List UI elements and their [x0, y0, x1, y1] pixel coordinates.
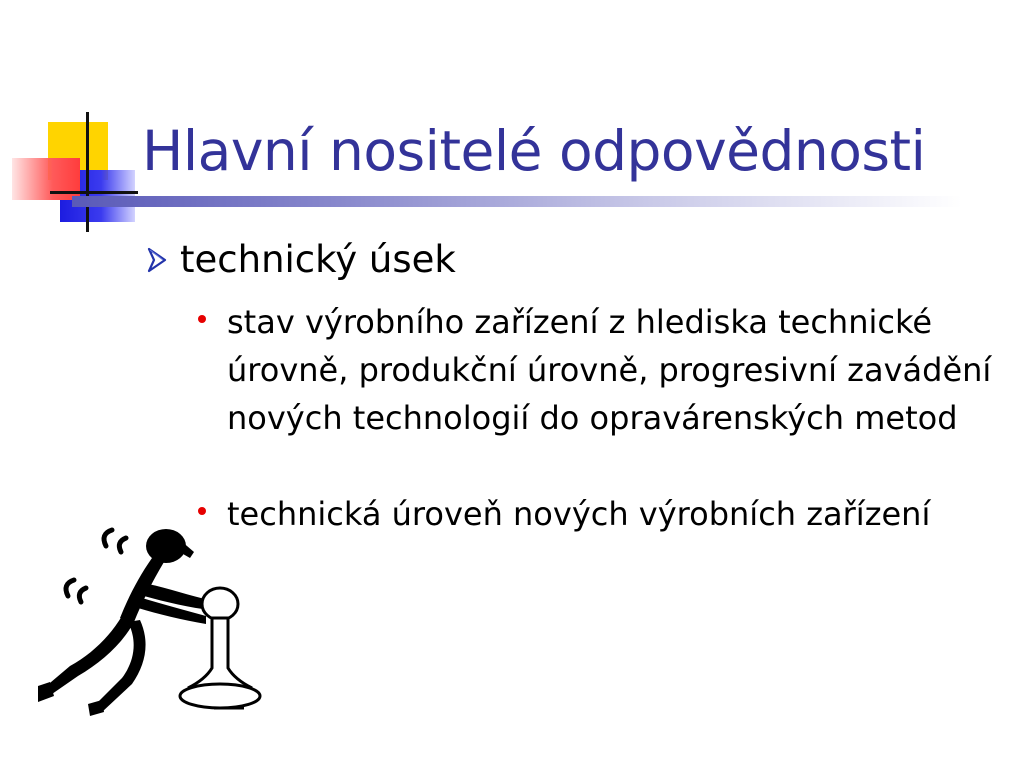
red-dot-bullet-icon — [198, 507, 206, 515]
title-underline — [72, 196, 962, 207]
logo-vertical-line — [86, 112, 89, 232]
arrow-bullet-icon — [146, 246, 168, 274]
logo-horizontal-line — [50, 191, 138, 194]
bullet-item — [198, 490, 998, 538]
bullet-item — [198, 298, 998, 442]
person-pushing-lever-clipart — [30, 518, 280, 723]
bullet-text: technická úroveň nových výrobních zařízení — [227, 495, 931, 533]
level1-item — [146, 238, 456, 281]
level1-text: technický úsek — [180, 238, 456, 281]
red-dot-bullet-icon — [198, 315, 206, 323]
slide-title: Hlavní nositelé odpovědnosti — [142, 119, 926, 183]
slide-logo-decoration — [0, 100, 150, 240]
bullet-text: stav výrobního zařízení z hlediska technické úrovně, produkční úrovně, progresivní zavádění nových technologií do opravárenských metod — [227, 303, 992, 437]
